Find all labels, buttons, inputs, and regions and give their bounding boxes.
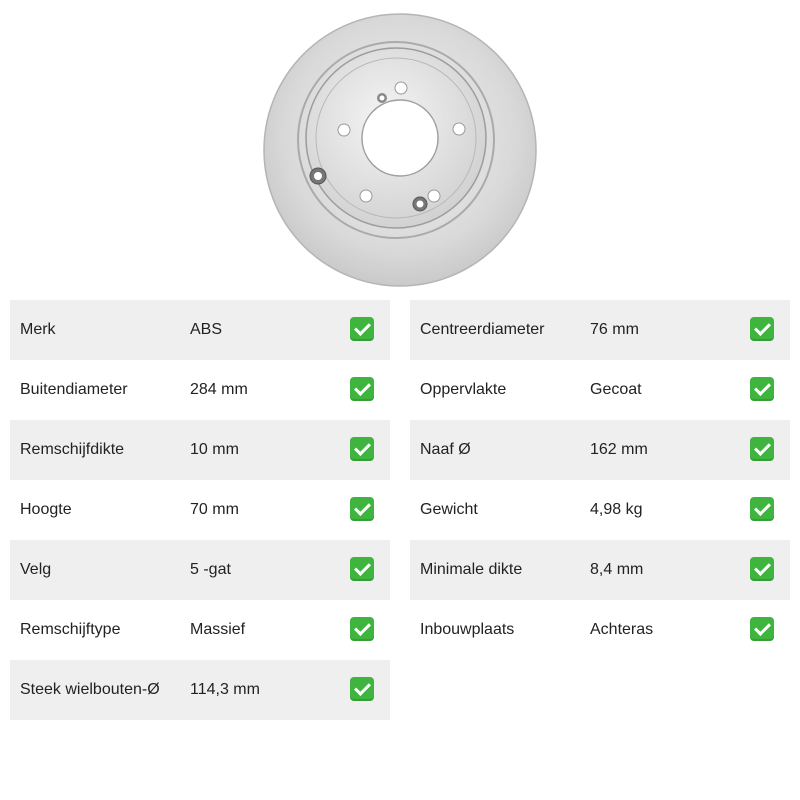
spec-label: Buitendiameter [20,381,128,398]
spec-value: 284 mm [190,381,248,398]
check-icon [750,557,774,581]
spec-row [410,540,790,600]
spec-row [410,420,790,480]
spec-row [10,540,390,600]
spec-row [10,360,390,420]
spec-value: 10 mm [190,441,239,458]
spec-value: ABS [190,321,223,338]
brake-disc-illustration [262,12,538,288]
spec-row [410,360,790,420]
spec-value: 70 mm [190,501,239,518]
spec-value: 4,98 kg [590,501,643,518]
spec-row [10,600,390,660]
spec-label: Inbouwplaats [420,621,515,638]
spec-label: Steek wielbouten-Ø [20,681,160,698]
brake-disc-image [262,12,538,288]
spec-label: Minimale dikte [420,561,523,578]
spec-row [10,660,390,720]
spec-label: Oppervlakte [420,381,507,398]
check-icon [750,497,774,521]
spec-value: 8,4 mm [590,561,644,578]
spec-value: 162 mm [590,441,648,458]
spec-value: Massief [190,621,246,638]
spec-label: Remschijftype [20,621,121,638]
check-icon [350,437,374,461]
spec-row [10,480,390,540]
spec-label: Gewicht [420,501,478,518]
spec-label: Centreerdiameter [420,321,545,338]
spec-label: Merk [20,321,56,338]
spec-value: Achteras [590,621,654,638]
spec-row [410,480,790,540]
spec-value: Gecoat [590,381,642,398]
spec-row [410,600,790,660]
spec-value: 5 -gat [190,561,231,578]
spec-row [10,300,390,360]
spec-table-right [410,300,790,660]
check-icon [750,617,774,641]
check-icon [350,557,374,581]
spec-label: Hoogte [20,501,72,518]
check-icon [350,317,374,341]
spec-label: Velg [20,561,52,578]
check-icon [350,377,374,401]
spec-label: Remschijfdikte [20,441,125,458]
spec-value: 114,3 mm [190,681,260,698]
spec-value: 76 mm [590,321,639,338]
check-icon [350,677,374,701]
spec-row [10,420,390,480]
check-icon [750,317,774,341]
spec-table-left [10,300,390,720]
check-icon [350,497,374,521]
check-icon [750,377,774,401]
check-icon [750,437,774,461]
spec-row [410,300,790,360]
check-icon [350,617,374,641]
spec-label: Naaf Ø [420,441,471,458]
